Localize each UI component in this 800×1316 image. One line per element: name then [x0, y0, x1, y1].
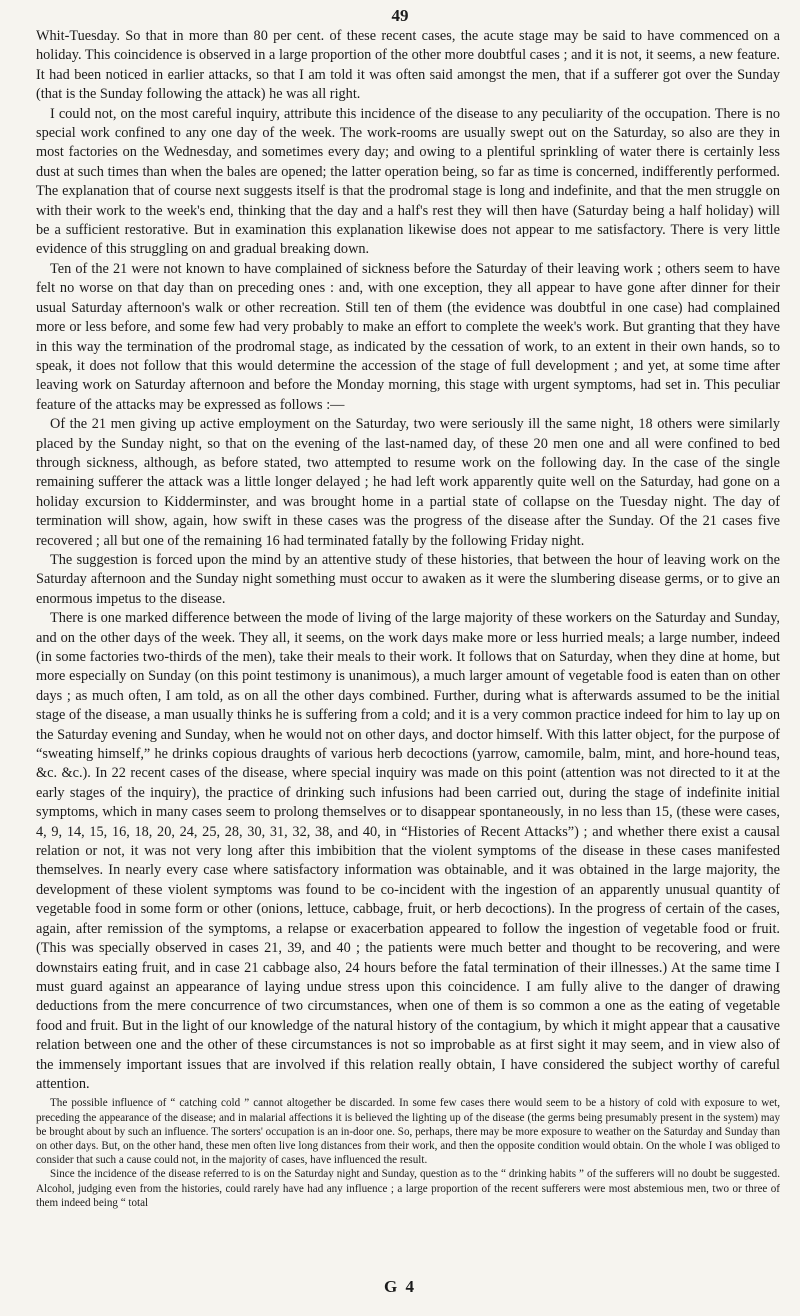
body-text [36, 27, 780, 1210]
page-number: 49 [391, 6, 409, 25]
paragraph: There is one marked difference between the mode of living of the large majority of these workers on the Saturday and Sunday, and on the other days of the week. They all, it seems, on the work days make more or less hurried meals; a large number, indeed (in some factories two-thirds of the men), take their meals to their work. It follows that on Saturday, when they dine at home, but more especially on Sunday (on this point testimony is unanimous), a much larger amount of vegetable food is eaten than on other days ; as much often, I am told, as on all the other days combined. Further, during what is afterwards assumed to be the initial stage of the disease, a man usually thinks he is suffering from a cold; and it is a very common practice indeed for him to lay up on the Saturday evening and Sunday, when he would not on other days, and doctor himself. With this latter object, for the purpose of “sweating himself,” he drinks copious draughts of various herb decoctions (yarrow, camomile, balm, mint, and hore-hound teas, &c. &c.). In 22 recent cases of the disease, where special inquiry was made on this point (attention was not directed to it at the early stages of the inquiry), the practice of drinking such infusions had been carried out, during the stage of indefinite initial symptoms, which in many cases seem to prolong themselves or to disappear spontaneously, in no less than 15, (these were cases, 4, 9, 14, 15, 16, 18, 20, 24, 25, 28, 30, 31, 32, 38, and 40, in “Histories of Recent Attacks”) ; and whether there exist a causal relation or not, it was not very long after this imbibition that the violent symptoms of the disease in these cases manifested themselves. In nearly every case where satisfactory information was obtainable, and it was obtained in the large majority, the development of these violent symptoms was found to be co-incident with the ingestion of an apparently unusual quantity of vegetable food in some form or other (onions, lettuce, cabbage, fruit, or herb decoctions). In the progress of certain of the cases, again, after remission of the symptoms, a relapse or exacerbation appeared to follow the ingestion of vegetable food or fruit. (This was specially observed in cases 21, 39, and 40 ; the patients were much better and thought to be recovering, and were downstairs eating fruit, and in case 21 cabbage also, 24 hours before the fatal termination of their illnesses.) At the same time I must guard against an appearance of laying undue stress upon this coincidence. I am fully alive to the danger of drawing deductions from the mere concurrence of two circumstances, when one of them is so common a one as the eating of vegetable food and fruit. But in the light of our knowledge of the natural history of the contagium, by which it might appear that a causative relation between one and the other of these circumstances is not so improbable as at first sight it may seem, and in view also of the immensely important issues that are involved if this relation really obtain, I have considered the subject worthy of careful attention. [36, 610, 780, 1092]
signature-mark: G 4 [384, 1277, 416, 1296]
footnotes [36, 1096, 780, 1210]
paragraph: I could not, on the most careful inquiry, attribute this incidence of the disease to any peculiarity of the occupation. There is no special work confined to any one day of the week. The work-rooms are usually swept out on the Saturday, so also are they in most factories on the Wednesday, and sometimes every day; and owing to a plentiful sprinkling of water there is certainly less dust at such times than when the bales are opened; the latter operation being, so far as time is concerned, indifferently performed. The explanation that of course next suggests itself is that the prodromal stage is long and indefinite, and that the men struggle on with their work to the week's end, thinking that the day and a half's rest they will then have (Saturday being a half holiday) will be a sufficient restorative. But in examination this explanation likewise does not appear to me satisfactory. There is very little evidence of this struggling on and gradual breaking down. [36, 105, 780, 258]
footnote: The possible influence of “ catching cold ” cannot altogether be discarded. In some few cases there would seem to be a history of cold with exposure to wet, preceding the appearance of the disease; and in malarial affections it is believed the lighting up of the disease (the germs being presumably present in the system) may be brought about by such an influence. The sorters' occupation is an in-door one. So, perhaps, there may be more exposure to weather on the Saturday and Sunday than on other days. But, on the other hand, these men often live long distances from their work, and then the opposite condition would obtain. On the whole I was obliged to consider that such a cause could not, in the majority of cases, have influenced the result. [36, 1097, 780, 1167]
footnote: Since the incidence of the disease referred to is on the Saturday night and Sunday, question as to the “ drinking habits ” of the sufferers will no doubt be suggested. Alcohol, judging even from the histories, could rarely have had any influence ; a large proportion of the recent sufferers were most abstemious men, two or three of them indeed being “ total [36, 1168, 780, 1209]
paragraph: Of the 21 men giving up active employment on the Saturday, two were seriously ill the same night, 18 others were similarly placed by the Sunday night, so that on the evening of the last-named day, of these 20 men one and all were confined to bed through sickness, although, as before stated, two attempted to resume work on the following day. In the case of the single remaining sufferer the attack was a little longer delayed ; he had left work apparently quite well on the Saturday, had gone on a holiday excursion to Kidderminster, and was brought home in a partial state of collapse on the Tuesday night. The day of termination will show, again, how swift in these cases was the progress of the disease after the Sunday. Of the 21 cases five recovered ; all but one of the remaining 16 had terminated fatally by the following Friday night. [36, 416, 780, 549]
paragraph: The suggestion is forced upon the mind by an attentive study of these histories, that between the hour of leaving work on the Saturday afternoon and the Sunday night something must occur to awaken as it were the slumbering disease germs, or to give an enormous impetus to the disease. [36, 551, 780, 607]
paragraph: Ten of the 21 were not known to have complained of sickness before the Saturday of their leaving work ; others seem to have felt no worse on that day than on preceding ones : and, with one exception, they all appear to have gone after dinner for their usual Saturday afternoon's walk or other recreation. Still ten of them (the evidence was doubtful in one case) had complained more or less before, and some few had very probably to make an effort to complete the week's work. But granting that they have in this way the termination of the prodromal stage, as indicated by the cessation of work, to an extent in their own hands, so to speak, it does not follow that this would determine the accession of the stage of full development ; and yet, at some time after leaving work on Saturday afternoon and before the Monday morning, this stage with urgent symptoms, had set in. This peculiar feature of the attacks may be expressed as follows :— [36, 260, 780, 413]
paragraph: Whit-Tuesday. So that in more than 80 per cent. of these recent cases, the acute stage may be said to have commenced on a holiday. This coincidence is observed in a large proportion of the other more doubtful cases ; and it is not, it seems, a new feature. It had been noticed in earlier attacks, so that I am told it was often said amongst the men, that if a sufferer got over the Sunday (that is the Sunday following the attack) he was all right. [36, 28, 780, 103]
